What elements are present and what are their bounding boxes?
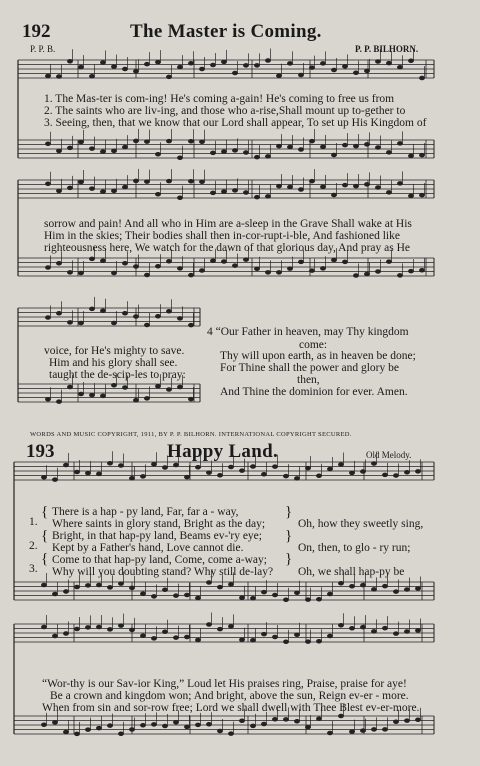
verse-four-line: come: xyxy=(299,339,328,351)
verse-four-line: And Thine the dominion for ever. Amen. xyxy=(220,386,408,398)
lyric-line: taught the de-scip-les to pray: xyxy=(49,369,186,381)
brace-symbol: { xyxy=(41,528,49,544)
verse-number: 2. xyxy=(29,540,38,552)
hymn-number: 193 xyxy=(26,441,55,462)
brace-symbol: } xyxy=(285,528,293,544)
tune-credit: Old Melody. xyxy=(366,450,412,460)
lyric-line: Bright, in that hap-py land, Beams ev-'ry eye; xyxy=(52,530,262,542)
copyright-notice: WORDS AND MUSIC COPYRIGHT, 1911, BY P. P. BILHORN. INTERNATIONAL COPYRIGHT SECURED. xyxy=(30,431,352,438)
verse-four-line: then, xyxy=(297,374,320,386)
brace-symbol: } xyxy=(285,504,293,520)
lyric-line: Come to that hap-py land, Come, come a-way; xyxy=(52,554,267,566)
verse-four-line: Thy will upon earth, as in heaven be done; xyxy=(220,350,416,362)
composer-credit: P. P. BILHORN. xyxy=(355,44,419,54)
lyric-line: Be a crown and kingdom won; And bright, above the sun, Reign ev-er - more. xyxy=(50,690,409,702)
verse-four-line: For Thine shall the power and glory be xyxy=(220,362,399,374)
brace-symbol: { xyxy=(41,551,49,567)
lyric-line: “Wor-thy is our Sav-ior King,” Loud let His praises ring, Praise, praise for aye! xyxy=(42,678,407,690)
lyric-line: When from sin and sor-row free; Lord we shall dwell with Thee Blest ev-er-more. xyxy=(42,702,420,714)
lyric-line: 1. The Mas-ter is com-ing! He's coming a-gain! He's coming to free us from xyxy=(44,93,395,105)
refrain-line: Oh, we shall hap-py be xyxy=(298,566,405,578)
lyric-line: sorrow and pain! And all who in Him are a-sleep in the Grave Shall wake at His xyxy=(44,218,412,230)
hymn-title: The Master is Coming. xyxy=(130,21,322,42)
hymn-title: Happy Land. xyxy=(167,441,279,462)
lyric-line: 2. The saints who are liv-ing, and those who a-rise,Shall mount up to-gether to xyxy=(44,105,406,117)
lyric-line: Why will you doubting stand? Why still de-lay? xyxy=(52,566,274,578)
lyric-line: 3. Seeing, then, that we know that our Lord shall appear, To set up His Kingdom of xyxy=(44,117,427,129)
lyric-line: voice, for He's mighty to save. xyxy=(44,345,185,357)
verse-number: 3. xyxy=(29,563,38,575)
lyric-line: Him in the skies; Their bodies shall then in-cor-rupt-i-ble, And fashioned like xyxy=(44,230,400,242)
refrain-line: Oh, how they sweetly sing, xyxy=(298,518,424,530)
lyric-line: Kept by a Father's hand, Love cannot die. xyxy=(52,542,244,554)
refrain-line: On, then, to glo - ry run; xyxy=(298,542,411,554)
brace-symbol: } xyxy=(285,551,293,567)
lyric-line: righteousness here, We watch for the dawn of that glorious day, And pray as He xyxy=(44,242,411,254)
hymn-number: 192 xyxy=(22,21,51,42)
verse-four-line: 4 “Our Father in heaven, may Thy kingdom xyxy=(207,326,409,338)
verse-number: 1. xyxy=(29,516,38,528)
lyric-line: Him and his glory shall see. xyxy=(49,357,178,369)
lyric-line: Where saints in glory stand, Bright as the day; xyxy=(52,518,266,530)
lyricist-credit: P. P. B. xyxy=(30,44,56,54)
brace-symbol: { xyxy=(41,504,49,520)
lyric-line: There is a hap - py land, Far, far a - way, xyxy=(52,506,239,518)
